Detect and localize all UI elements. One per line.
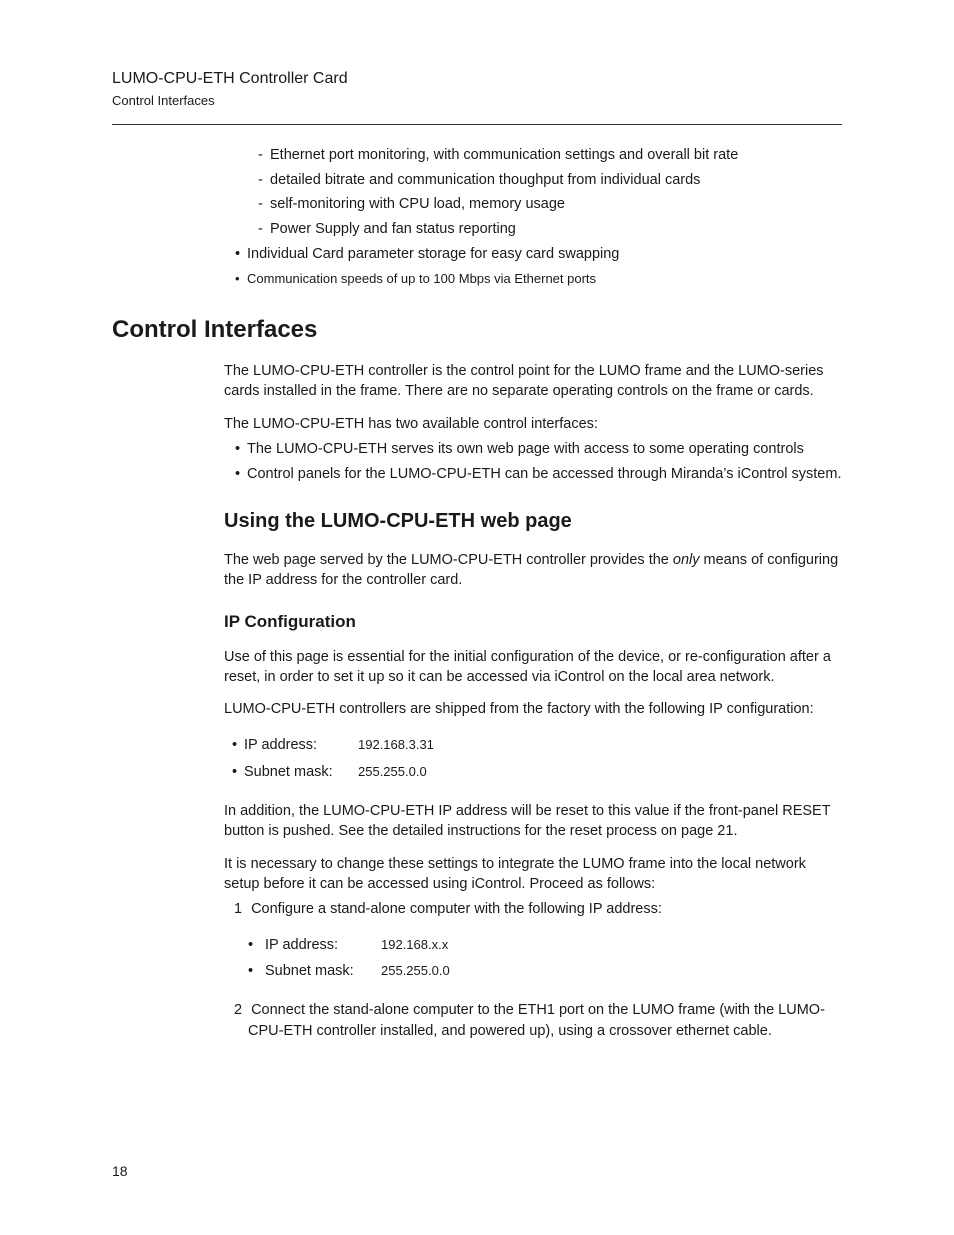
list-item: • Communication speeds of up to 100 Mbps via Ethernet ports [235, 271, 597, 286]
setting-value: 255.255.0.0 [381, 963, 450, 978]
paragraph-line: button is pushed. See the detailed instructions for the reset process on page 21. [224, 823, 738, 839]
setting-value: 192.168.x.x [381, 937, 449, 952]
header-divider [112, 124, 842, 125]
setting-value: 255.255.0.0 [358, 764, 427, 779]
numbered-step: 1 Configure a stand-alone computer with the following IP address: [234, 901, 662, 917]
running-header-section: Control Interfaces [112, 93, 215, 108]
paragraph-line: reset, in order to set it up so it can be accessed via iControl on the local area network. [224, 669, 775, 685]
subsection-heading-ip-configuration: IP Configuration [224, 612, 356, 631]
paragraph-line: cards installed in the frame. There are no separate operating controls on the frame or cards. [224, 383, 814, 399]
setting-row: • IP address: [248, 937, 339, 953]
setting-row: • Subnet mask: [248, 963, 354, 979]
section-heading-control-interfaces: Control Interfaces [112, 316, 318, 343]
running-header-title: LUMO-CPU-ETH Controller Card [112, 70, 348, 87]
paragraph-line: setup before it can be accessed using iControl. Proceed as follows: [224, 876, 656, 892]
paragraph-line: It is necessary to change these settings to integrate the LUMO frame into the local network [224, 856, 806, 872]
list-item: • The LUMO-CPU-ETH serves its own web page with access to some operating controls [235, 441, 804, 457]
setting-value: 192.168.3.31 [358, 737, 434, 752]
setting-row: • Subnet mask: [232, 764, 333, 780]
paragraph-line: In addition, the LUMO-CPU-ETH IP address will be reset to this value if the front-panel RESET [224, 803, 831, 819]
list-item: • Control panels for the LUMO-CPU-ETH can be accessed through Miranda’s iControl system. [235, 466, 842, 482]
numbered-step: 2 Connect the stand-alone computer to the ETH1 port on the LUMO frame (with the LUMO- [234, 1002, 825, 1018]
paragraph: The LUMO-CPU-ETH has two available control interfaces: [224, 416, 598, 432]
paragraph-line: The LUMO-CPU-ETH controller is the control point for the LUMO frame and the LUMO-series [224, 363, 824, 379]
paragraph-line: Use of this page is essential for the initial configuration of the device, or re-configuration after a [224, 649, 831, 665]
paragraph: LUMO-CPU-ETH controllers are shipped from the factory with the following IP configuration: [224, 701, 814, 717]
emphasis-text: only [672, 552, 700, 568]
list-item: - Ethernet port monitoring, with communication settings and overall bit rate [258, 147, 739, 163]
list-item: - detailed bitrate and communication thoughput from individual cards [258, 172, 701, 188]
paragraph-line: the IP address for the controller card. [224, 572, 463, 588]
page-number: 18 [112, 1163, 128, 1179]
subsection-heading-web-page: Using the LUMO-CPU-ETH web page [224, 510, 572, 532]
setting-row: • IP address: [232, 737, 318, 753]
paragraph-line: The web page served by the LUMO-CPU-ETH controller provides the only means of configuring [224, 552, 839, 568]
list-item: - Power Supply and fan status reporting [258, 221, 516, 237]
list-item: - self-monitoring with CPU load, memory usage [258, 196, 565, 212]
list-item: • Individual Card parameter storage for easy card swapping [235, 246, 620, 262]
numbered-step-continuation: CPU-ETH controller installed, and powered up), using a crossover ethernet cable. [248, 1023, 772, 1039]
